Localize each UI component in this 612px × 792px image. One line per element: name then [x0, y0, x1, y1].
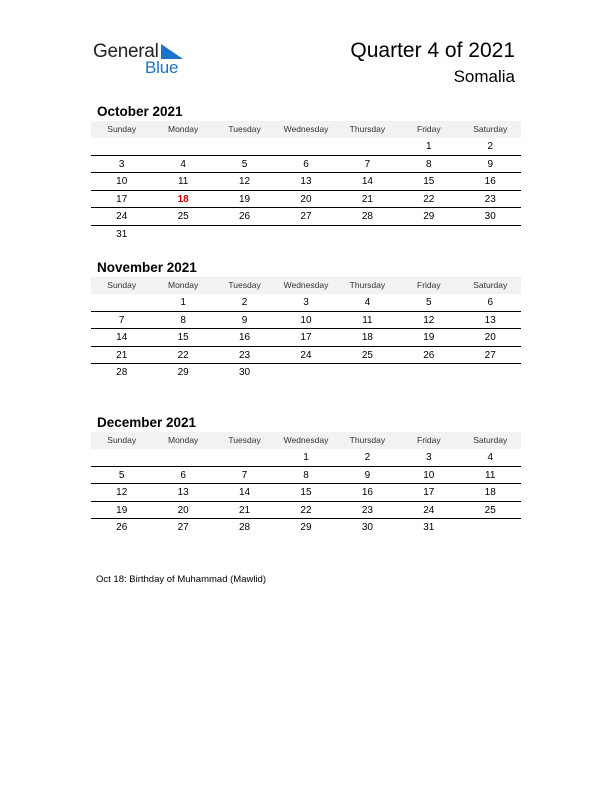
- date-cell: 8: [180, 314, 186, 326]
- date-cell: [91, 294, 152, 311]
- weekday-label: Wednesday: [283, 280, 329, 290]
- date-cell: 31: [423, 522, 435, 533]
- date-cell: 14: [238, 487, 251, 498]
- date-cell: 27: [177, 522, 189, 533]
- weekday-label: Monday: [168, 124, 199, 134]
- date-cell: 10: [423, 469, 435, 481]
- date-cell: 6: [487, 297, 494, 308]
- date-cell: 2: [241, 297, 248, 308]
- date-cell: [398, 364, 459, 382]
- date-cell: 24: [116, 211, 128, 222]
- weekday-label: Tuesday: [228, 280, 261, 290]
- date-cell: [460, 226, 521, 244]
- date-cell: [275, 226, 336, 244]
- week-row: [91, 502, 521, 520]
- weekday-label: Saturday: [473, 435, 508, 445]
- date-cell: 1: [426, 141, 432, 152]
- country-name: Somalia: [453, 67, 515, 86]
- week-row: [91, 329, 521, 347]
- logo-text-blue: Blue: [145, 58, 179, 77]
- month-calendar-october: [91, 103, 521, 243]
- date-cell: 21: [361, 193, 373, 205]
- date-cell: 14: [116, 332, 128, 343]
- date-cell: 24: [423, 504, 435, 516]
- week-row: [91, 226, 521, 244]
- date-cell: [275, 138, 336, 155]
- date-cell: 11: [177, 176, 189, 187]
- weekday-label: Monday: [168, 435, 199, 445]
- weekday-header-row: [91, 432, 521, 449]
- date-cell: 10: [116, 176, 128, 187]
- date-cell: 20: [177, 504, 189, 516]
- logo-triangle-icon: [161, 44, 183, 59]
- date-cell: [214, 138, 275, 155]
- week-row: [91, 156, 521, 174]
- month-calendar-december: [91, 414, 521, 537]
- date-cell: [460, 364, 521, 382]
- date-cell: 18: [361, 332, 373, 343]
- date-cell: 5: [241, 158, 248, 170]
- weekday-label: Sunday: [107, 435, 137, 445]
- holiday-date-cell: 18: [177, 193, 189, 205]
- month-title: October 2021: [97, 104, 183, 119]
- date-cell: 12: [116, 487, 128, 498]
- date-cell: 24: [300, 349, 312, 361]
- date-cell: 17: [423, 487, 435, 498]
- date-cell: [91, 138, 152, 155]
- date-cell: 19: [238, 193, 251, 205]
- date-cell: 29: [423, 211, 435, 222]
- weekday-header-row: [91, 121, 521, 138]
- weekday-label: Sunday: [107, 124, 137, 134]
- date-cell: 28: [238, 522, 251, 533]
- month-calendar-november: [91, 259, 521, 382]
- date-cell: 9: [241, 314, 248, 326]
- date-cell: 15: [300, 487, 312, 498]
- date-cell: 30: [238, 367, 251, 378]
- date-cell: [152, 226, 213, 244]
- weekday-label: Sunday: [107, 280, 137, 290]
- date-cell: [152, 138, 213, 155]
- weekday-label: Saturday: [473, 280, 508, 290]
- date-cell: 11: [485, 469, 496, 481]
- week-row: [91, 294, 521, 312]
- date-cell: 23: [361, 504, 373, 516]
- date-cell: 16: [484, 176, 496, 187]
- holiday-note: Oct 18: Birthday of Muhammad (Mawlid): [96, 574, 267, 585]
- date-cell: 26: [238, 211, 251, 222]
- date-cell: 29: [177, 367, 189, 378]
- date-cell: 19: [423, 332, 435, 343]
- date-cell: 13: [300, 176, 312, 187]
- date-cell: 22: [177, 349, 189, 361]
- date-cell: 25: [484, 504, 496, 516]
- generalblue-logo: [93, 41, 193, 81]
- date-cell: 20: [300, 193, 312, 205]
- week-row: [91, 138, 521, 156]
- week-row: [91, 484, 521, 502]
- week-row: [91, 191, 521, 209]
- weekday-label: Thursday: [349, 280, 386, 290]
- date-cell: 4: [487, 452, 494, 463]
- date-cell: 28: [361, 211, 373, 222]
- date-cell: 4: [364, 297, 371, 308]
- date-cell: 25: [177, 211, 189, 222]
- date-cell: 30: [484, 211, 496, 222]
- date-cell: 15: [177, 332, 189, 343]
- week-row: [91, 347, 521, 365]
- date-cell: 21: [238, 504, 251, 516]
- date-cell: 13: [484, 314, 496, 326]
- date-cell: 12: [423, 314, 435, 326]
- date-cell: 2: [487, 141, 494, 152]
- date-cell: 27: [300, 211, 312, 222]
- date-cell: [214, 449, 275, 466]
- weekday-label: Monday: [168, 280, 199, 290]
- date-cell: [337, 226, 398, 244]
- date-cell: 22: [300, 504, 312, 516]
- weekday-header-row: [91, 277, 521, 294]
- date-cell: 26: [116, 522, 128, 533]
- weekday-label: Friday: [417, 435, 441, 445]
- week-row: [91, 173, 521, 191]
- date-cell: 27: [484, 349, 496, 361]
- date-cell: 9: [364, 469, 371, 481]
- date-cell: 1: [180, 297, 186, 308]
- date-cell: [337, 364, 398, 382]
- date-cell: 7: [364, 158, 371, 170]
- date-cell: 30: [361, 522, 373, 533]
- page-title: Quarter 4 of 2021: [350, 39, 515, 62]
- date-cell: 8: [426, 158, 432, 170]
- weekday-label: Saturday: [473, 124, 508, 134]
- week-row: [91, 208, 521, 226]
- date-cell: 18: [484, 487, 496, 498]
- date-cell: 19: [116, 504, 128, 516]
- weekday-label: Thursday: [349, 435, 386, 445]
- date-cell: 4: [180, 158, 186, 170]
- date-cell: 3: [118, 158, 125, 170]
- date-cell: 2: [364, 452, 371, 463]
- week-row: [91, 312, 521, 330]
- date-cell: 7: [241, 469, 248, 481]
- date-cell: 15: [423, 176, 435, 187]
- date-cell: 9: [487, 158, 494, 170]
- date-cell: 17: [116, 193, 128, 205]
- date-cell: 29: [300, 522, 312, 533]
- date-cell: [398, 226, 459, 244]
- date-cell: [152, 449, 213, 466]
- date-cell: [337, 138, 398, 155]
- date-cell: 25: [361, 349, 373, 361]
- date-cell: [214, 226, 275, 244]
- date-cell: 1: [303, 452, 309, 463]
- date-cell: 13: [177, 487, 189, 498]
- date-cell: 14: [361, 176, 373, 187]
- logo-text-general: General: [93, 41, 159, 62]
- month-title: November 2021: [97, 260, 197, 275]
- date-cell: 12: [238, 176, 251, 187]
- date-cell: [275, 364, 336, 382]
- date-cell: 16: [361, 487, 373, 498]
- week-row: [91, 364, 521, 382]
- date-cell: 5: [118, 469, 125, 481]
- date-cell: 17: [300, 332, 312, 343]
- date-cell: 31: [116, 228, 128, 240]
- date-cell: 10: [300, 314, 312, 326]
- date-cell: 26: [423, 349, 435, 361]
- weekday-label: Friday: [417, 124, 441, 134]
- weekday-label: Wednesday: [283, 124, 329, 134]
- weekday-label: Tuesday: [228, 435, 261, 445]
- date-cell: 22: [423, 193, 435, 205]
- date-cell: 23: [484, 193, 496, 205]
- weekday-label: Wednesday: [283, 435, 329, 445]
- date-cell: 6: [303, 158, 309, 170]
- date-cell: 3: [303, 297, 309, 308]
- date-cell: 7: [118, 314, 125, 326]
- weekday-label: Thursday: [349, 124, 386, 134]
- date-cell: 23: [238, 349, 251, 361]
- date-cell: 5: [426, 297, 432, 308]
- date-cell: [460, 519, 521, 537]
- date-cell: 16: [238, 332, 251, 343]
- week-row: [91, 467, 521, 485]
- month-title: December 2021: [97, 415, 197, 430]
- weekday-label: Friday: [417, 280, 441, 290]
- date-cell: 3: [426, 452, 432, 463]
- date-cell: 28: [116, 367, 128, 378]
- date-cell: 8: [303, 469, 309, 481]
- date-cell: [91, 449, 152, 466]
- date-cell: 11: [362, 314, 373, 326]
- week-row: [91, 449, 521, 467]
- week-row: [91, 519, 521, 537]
- weekday-label: Tuesday: [228, 124, 261, 134]
- date-cell: 21: [116, 349, 128, 361]
- date-cell: 20: [484, 332, 496, 343]
- date-cell: 6: [180, 469, 186, 481]
